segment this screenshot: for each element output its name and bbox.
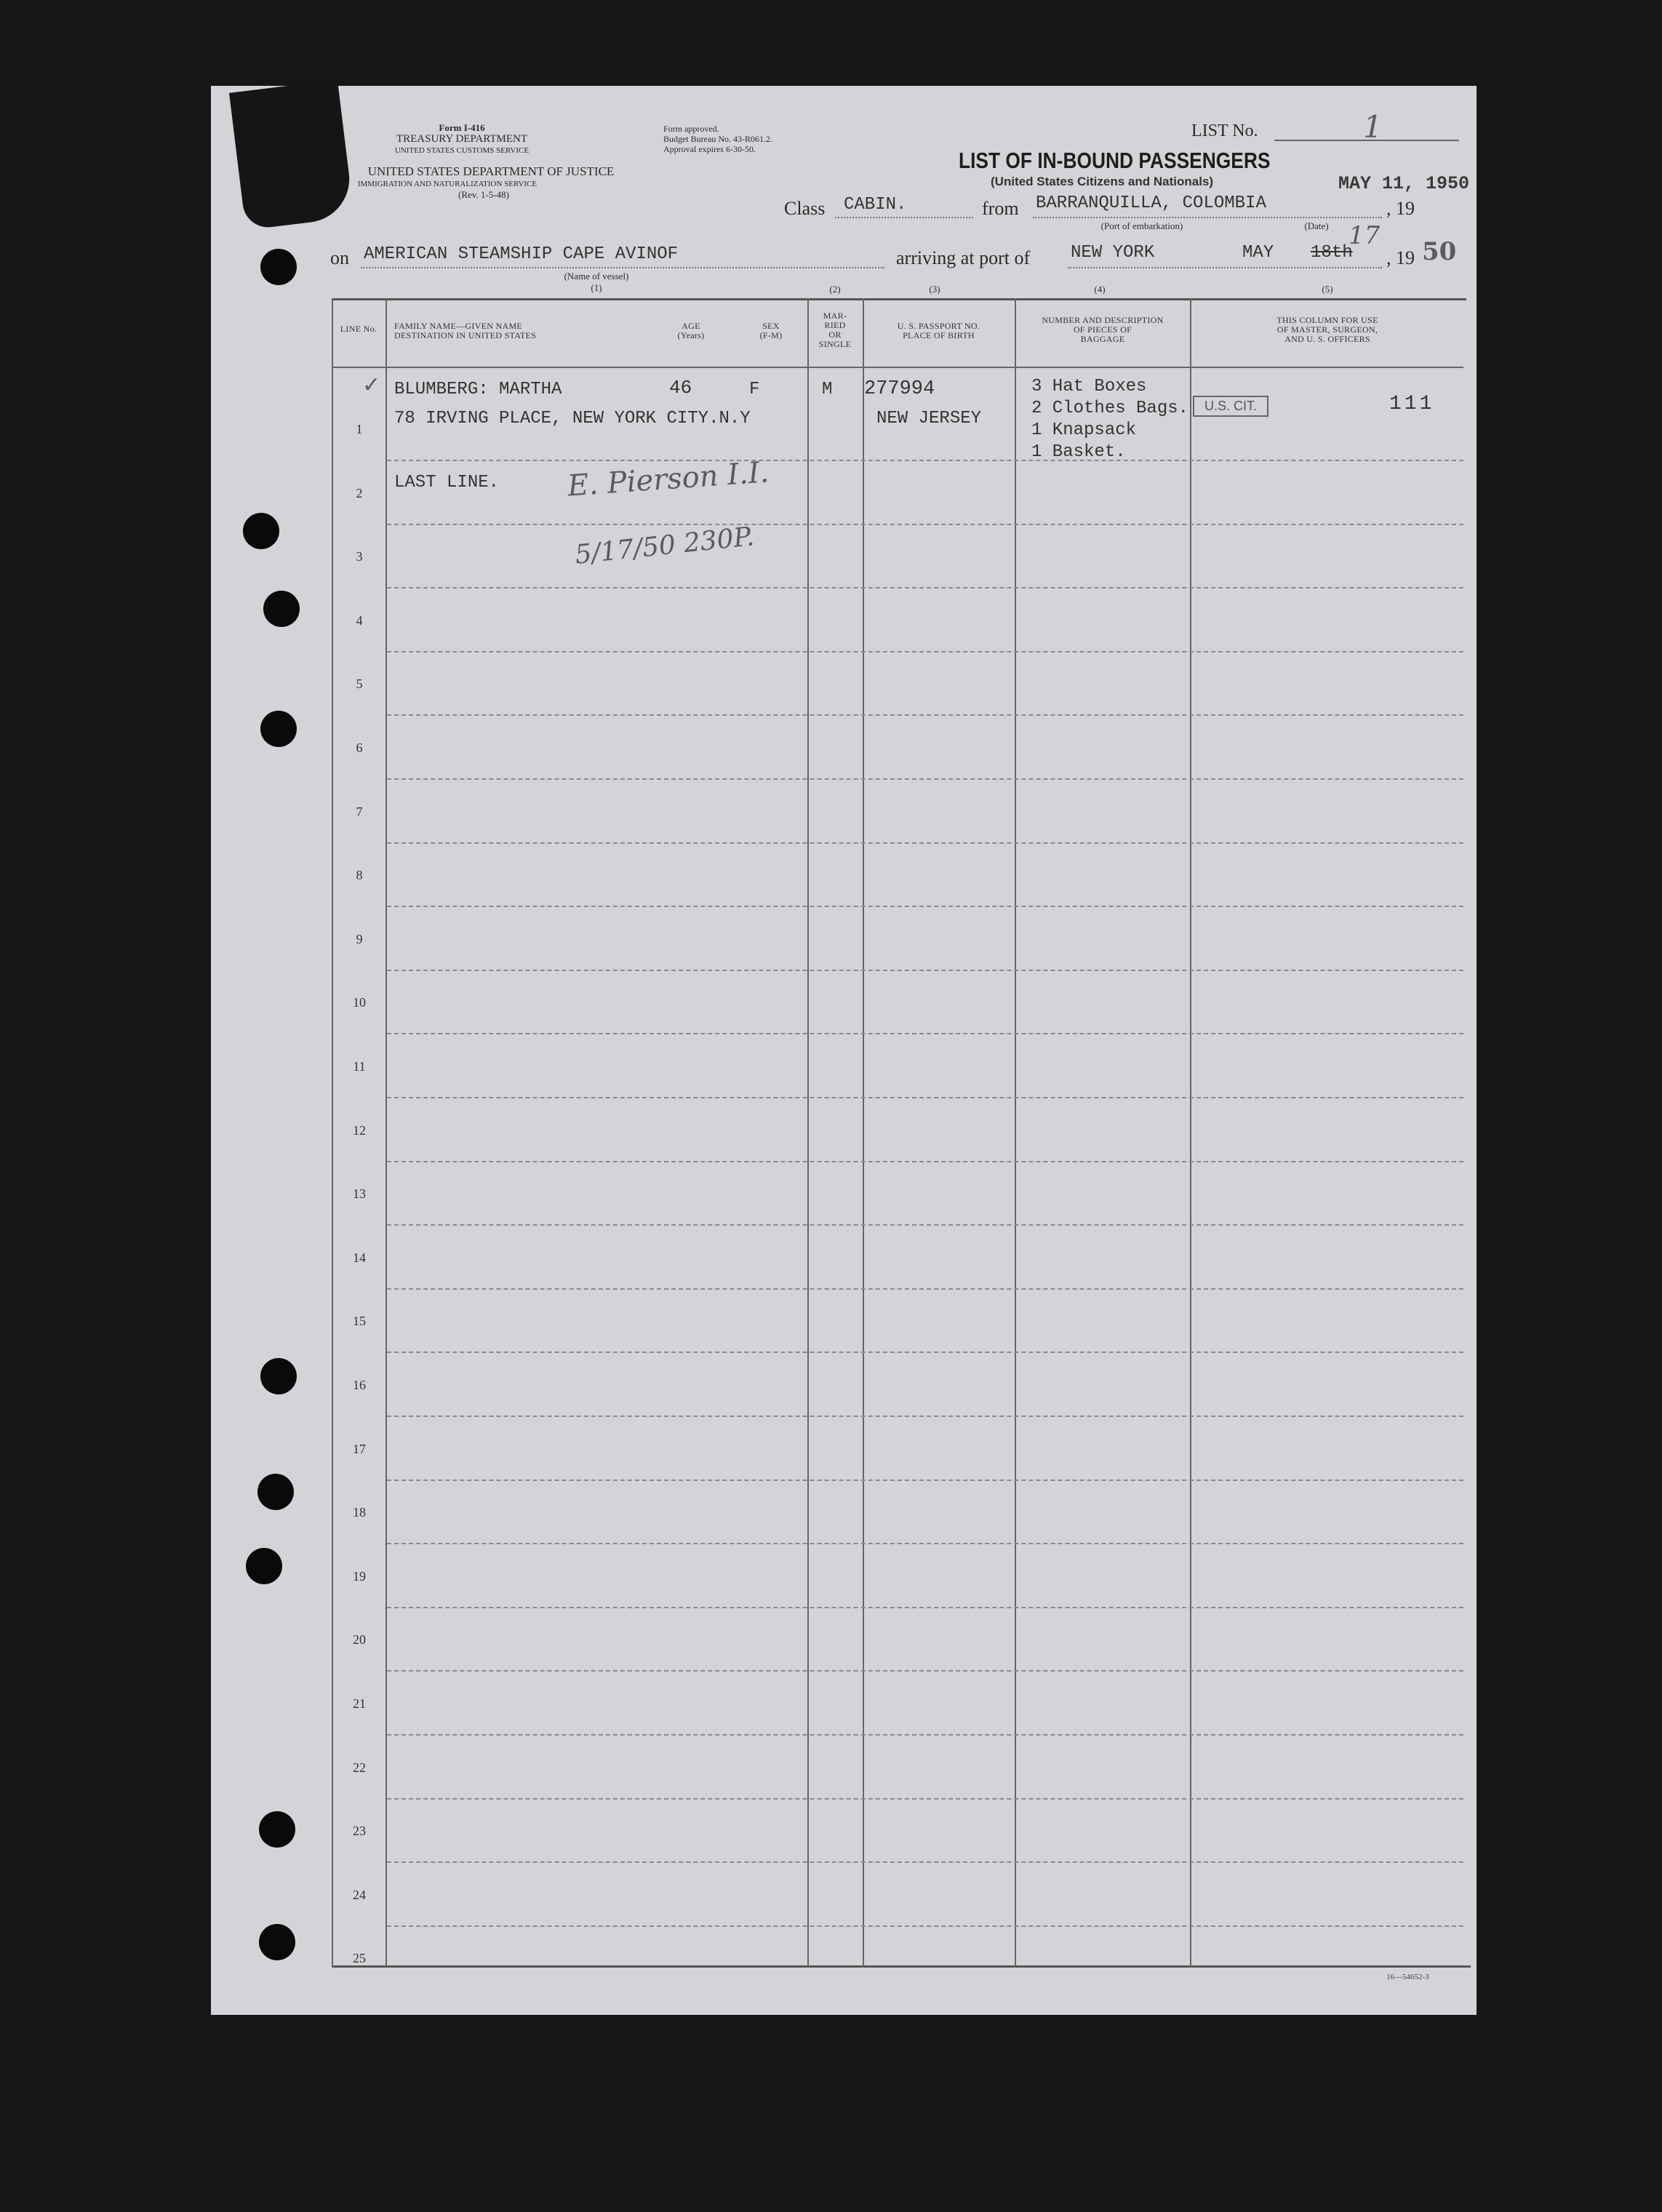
row-number: 23 xyxy=(353,1824,366,1839)
arrival-month: MAY xyxy=(1242,243,1274,263)
header-age: AGE (Years) xyxy=(677,321,705,340)
birthplace: NEW JERSEY xyxy=(876,409,982,428)
class-underline xyxy=(835,217,973,218)
customs-label: UNITED STATES CUSTOMS SERVICE xyxy=(394,146,530,155)
baggage-line: 3 Hat Boxes xyxy=(1031,377,1147,396)
col-marker-5: (5) xyxy=(1322,284,1333,295)
row-separator xyxy=(387,1097,1463,1098)
list-no-label: LIST No. xyxy=(1191,121,1258,140)
row-separator xyxy=(387,970,1463,971)
col-marker-4: (4) xyxy=(1094,284,1106,295)
punch-hole xyxy=(263,591,300,627)
year-prefix: , 19 xyxy=(1386,247,1415,268)
officer-mark: 111 xyxy=(1389,393,1435,415)
header-married: MAR- RIED OR SINGLE xyxy=(818,311,852,349)
header-line-no: LINE No. xyxy=(340,324,377,334)
form-number: Form I-416 xyxy=(439,122,485,133)
passenger-age: 46 xyxy=(669,377,692,399)
row-separator xyxy=(387,460,1463,461)
row-separator xyxy=(387,1288,1463,1290)
row-number: 20 xyxy=(353,1632,366,1648)
col-marker-1: (1) xyxy=(591,282,602,293)
row-separator xyxy=(387,778,1463,780)
punch-hole xyxy=(243,513,279,549)
col-divider xyxy=(1015,298,1016,1967)
col-marker-3: (3) xyxy=(929,284,940,295)
header-officers: THIS COLUMN FOR USE OF MASTER, SURGEON, AND U. S. OFFICERS xyxy=(1277,315,1378,344)
arriving-label: arriving at port of xyxy=(896,247,1031,268)
punch-hole xyxy=(259,1924,295,1960)
punch-hole xyxy=(259,1811,295,1848)
port-caption: (Port of embarkation) xyxy=(1100,220,1183,231)
row-number: 18 xyxy=(353,1505,366,1520)
revision-label: (Rev. 1-5-48) xyxy=(458,189,509,200)
on-label: on xyxy=(330,247,349,268)
row-number: 25 xyxy=(353,1951,366,1966)
date-stamp: MAY 11, 1950 xyxy=(1338,173,1470,194)
row-number: 3 xyxy=(356,549,363,564)
row-separator xyxy=(387,1416,1463,1417)
row-number: 14 xyxy=(353,1250,366,1265)
punch-hole xyxy=(260,711,297,747)
header-name: FAMILY NAME—GIVEN NAME DESTINATION IN UNITED STATES xyxy=(394,321,537,340)
header-passport: U. S. PASSPORT NO. PLACE OF BIRTH xyxy=(897,321,980,340)
form-subtitle: (United States Citizens and Nationals) xyxy=(991,175,1214,188)
arrival-port: NEW YORK xyxy=(1071,243,1155,263)
year-prefix: , 19 xyxy=(1386,198,1415,219)
arrival-underline xyxy=(1068,267,1382,268)
approval-line: Form approved. xyxy=(663,124,719,134)
port-underline xyxy=(1033,217,1382,218)
row-separator xyxy=(387,1161,1463,1162)
row-separator xyxy=(387,1033,1463,1034)
punch-hole xyxy=(260,1358,297,1394)
from-label: from xyxy=(982,198,1019,219)
form-sheet xyxy=(211,86,1477,2015)
row-separator xyxy=(387,524,1463,525)
row-separator xyxy=(387,1861,1463,1863)
vessel-underline xyxy=(361,267,884,268)
header-sex: SEX (F-M) xyxy=(759,321,783,340)
passenger-sex: F xyxy=(749,380,760,399)
row-number: 15 xyxy=(353,1314,366,1329)
row-number: 2 xyxy=(356,485,363,500)
row-number: 9 xyxy=(356,931,363,946)
row-number: 1 xyxy=(356,422,363,436)
row-number: 11 xyxy=(353,1059,366,1074)
inspector-signature: E. Pierson I.I. xyxy=(566,455,770,503)
baggage-line: 1 Knapsack xyxy=(1031,420,1137,440)
passenger-name: BLUMBERG: MARTHA xyxy=(394,380,562,399)
row-number: 19 xyxy=(353,1568,366,1584)
row-number: 8 xyxy=(356,868,363,883)
table-left-border xyxy=(332,298,333,1967)
row-number: 17 xyxy=(353,1441,366,1456)
col-marker-2: (2) xyxy=(829,284,841,295)
row-number: 4 xyxy=(356,612,363,628)
passenger-married: M xyxy=(822,380,833,399)
approval-line: Approval expires 6-30-50. xyxy=(663,144,756,154)
vessel-name: AMERICAN STEAMSHIP CAPE AVINOF xyxy=(364,244,679,264)
row-number: 13 xyxy=(353,1186,366,1202)
approval-note xyxy=(663,124,772,154)
row-separator xyxy=(387,1734,1463,1736)
form-title: LIST OF IN-BOUND PASSENGERS xyxy=(959,148,1271,173)
row-number: 12 xyxy=(353,1122,366,1138)
baggage-line: 1 Basket. xyxy=(1031,442,1126,462)
col-divider xyxy=(863,298,864,1967)
row-separator xyxy=(387,1925,1463,1927)
class-label: Class xyxy=(784,198,826,219)
vessel-caption: (Name of vessel) xyxy=(564,271,629,282)
row-number: 21 xyxy=(353,1696,366,1711)
check-mark: ✓ xyxy=(362,372,381,398)
baggage-line: 2 Clothes Bags. xyxy=(1031,399,1189,418)
row-number: 22 xyxy=(353,1760,366,1775)
row-number: 6 xyxy=(356,740,363,755)
table-top-border xyxy=(332,298,1466,300)
row-number: 24 xyxy=(353,1887,366,1902)
row-separator xyxy=(387,842,1463,844)
row-number: 7 xyxy=(356,804,363,819)
header-baggage: NUMBER AND DESCRIPTION OF PIECES OF BAGGAGE xyxy=(1042,315,1164,344)
row-number: 5 xyxy=(356,676,363,692)
row-separator xyxy=(387,1351,1463,1353)
table-bottom-border xyxy=(332,1965,1471,1968)
immigration-label: IMMIGRATION AND NATURALIZATION SERVICE xyxy=(357,180,538,188)
corner-stain xyxy=(229,80,354,231)
row-separator xyxy=(387,1224,1463,1226)
col-divider xyxy=(1190,298,1191,1967)
arrival-day-hand: 17 xyxy=(1349,221,1381,250)
row-separator xyxy=(387,1670,1463,1672)
row-separator xyxy=(387,714,1463,716)
header-divider xyxy=(332,367,1463,368)
col-divider xyxy=(385,298,387,1967)
punch-hole xyxy=(246,1548,282,1584)
treasury-label: TREASURY DEPARTMENT xyxy=(396,133,528,145)
row-separator xyxy=(387,1543,1463,1544)
row-separator xyxy=(387,1798,1463,1800)
passenger-address: 78 IRVING PLACE, NEW YORK CITY.N.Y xyxy=(394,409,751,428)
row-separator xyxy=(387,906,1463,907)
row-number: 10 xyxy=(353,995,366,1010)
row-separator xyxy=(387,651,1463,652)
col-divider xyxy=(807,298,809,1967)
footer-code: 16—54652-3 xyxy=(1386,1973,1429,1981)
last-line-marker: LAST LINE. xyxy=(394,473,500,492)
approval-line: Budget Bureau No. 43-R061.2. xyxy=(663,134,772,144)
class-value: CABIN. xyxy=(844,195,907,215)
arrival-day-struck: 18th xyxy=(1311,243,1353,263)
signature-date: 5/17/50 230P. xyxy=(573,522,756,570)
list-no-value: 1 xyxy=(1363,109,1383,145)
row-separator xyxy=(387,1480,1463,1481)
row-number: 16 xyxy=(353,1378,366,1392)
punch-hole xyxy=(257,1474,294,1510)
row-separator xyxy=(387,1607,1463,1608)
punch-hole xyxy=(260,249,297,285)
row-separator xyxy=(387,587,1463,588)
arrival-year-hand: 50 xyxy=(1422,237,1457,266)
passport-number: 277994 xyxy=(864,378,935,400)
citizen-stamp: U.S. CIT. xyxy=(1193,396,1269,417)
justice-label: UNITED STATES DEPARTMENT OF JUSTICE xyxy=(367,164,615,178)
port-of-embarkation: BARRANQUILLA, COLOMBIA xyxy=(1036,193,1266,213)
date-caption: (Date) xyxy=(1304,220,1329,231)
